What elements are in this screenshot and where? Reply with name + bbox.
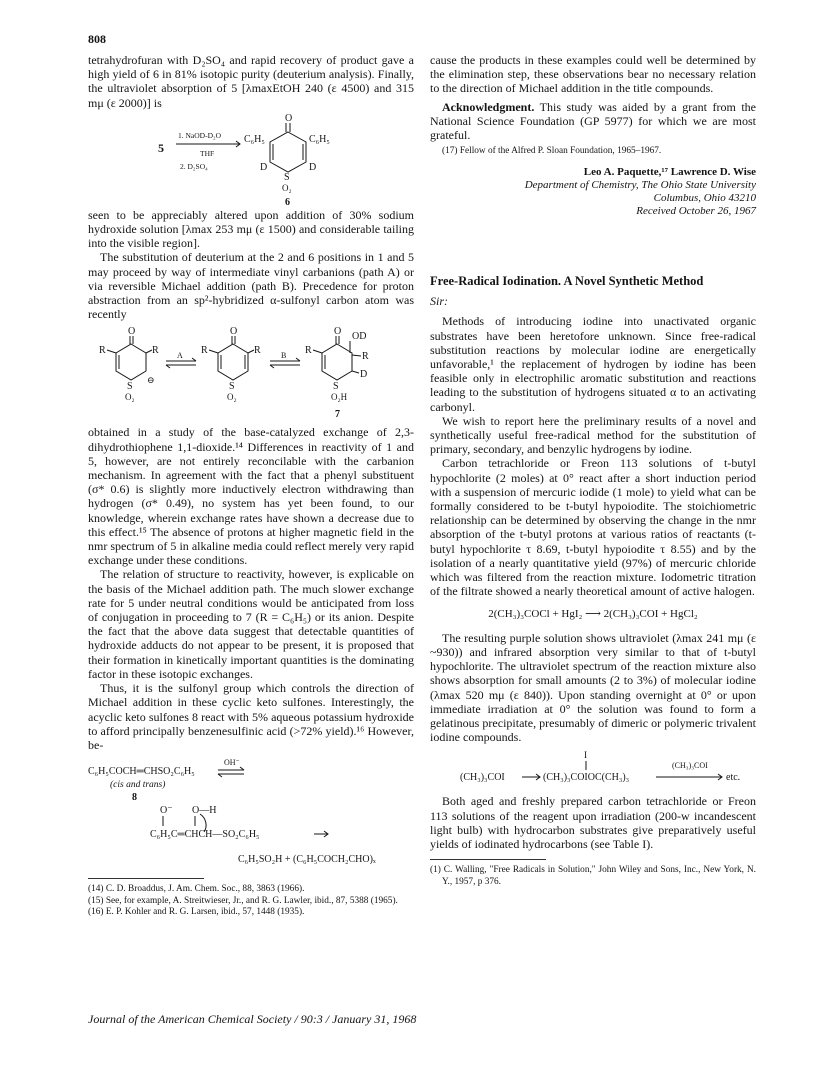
sulfur: S xyxy=(284,171,290,183)
affiliation: Department of Chemistry, The Ohio State University xyxy=(524,178,756,191)
article-title: Free-Radical Iodination. A Novel Synthetic Method xyxy=(430,273,704,288)
svg-text:R: R xyxy=(152,345,159,357)
paragraph: tetrahydrofuran with D₂SO₄ and rapid recovery of product gave a high yield of 6 in 81% isotopic purity (deuterium analysis). Finally, the ultraviolet absorption of 5 [λmaxEtOH 240 (ε 4500) and 315 mμ (ε 2000)] is xyxy=(88,53,414,110)
footnote-16: (16) E. P. Kohler and R. G. Larsen, ibid., 57, 1448 (1935). xyxy=(88,907,305,918)
paragraph: Both aged and freshly prepared carbon tetrachloride or Freon 113 solutions of the reagent upon irradiation (200-w incandescent light bulb) with hydrocarbon substrates give preparatively useful yields of iodinated hydrocarbons (see Table I). xyxy=(430,794,756,851)
right-column xyxy=(430,53,756,888)
svg-text:O: O xyxy=(334,326,342,338)
svg-text:O—H: O—H xyxy=(192,805,217,817)
compound-number-8: 8 xyxy=(132,792,137,804)
reactant-5: 5 xyxy=(158,140,164,155)
svg-text:O: O xyxy=(128,326,136,338)
condition-2: THF xyxy=(200,148,215,158)
compound-number-6: 6 xyxy=(285,196,290,208)
keto-sulfone-formula: C₆H₅COCH═CHSO₂C₆H₅ xyxy=(88,766,195,778)
paragraph: Carbon tetrachloride or Freon 113 solutions of t-butyl hypochlorite (2 moles) at 0° react after a short induction period with a suspension of mercuric iodide (1 mole) to yield what can be formally considered to be t-butyl hypoiodite. The stoichiometric relationship can be determined by observing the change in the nmr absorption of the t-butyl protons at various ratios of reactants (t-butyl hypochlorite τ 8.69, t-butyl hypoiodite τ 8.55) and by the isolation of a nearly quantitative yield (97%) of mercuric chloride which was filtered from the reaction mixture. Iodometric titration of the filtrate showed a nearly theoretical amount of active halogen. xyxy=(430,456,756,599)
ring xyxy=(270,132,306,172)
paragraph: The substitution of deuterium at the 2 and 6 positions in 1 and 5 may proceed by way of intermediate vinyl carbanions (path A) or via reversible Michael addition (path B). Precedence for proton abstraction from an sp²-hybridized α-sulfonyl carbon atom was recently xyxy=(88,250,414,322)
deuterium-left: D xyxy=(260,161,268,173)
affiliation-city: Columbus, Ohio 43210 xyxy=(653,191,756,204)
svg-text:R: R xyxy=(305,345,312,357)
sulfone-o2: O₂ xyxy=(282,182,292,193)
svg-text:etc.: etc. xyxy=(726,772,741,784)
intermediate: C₆H₅C═CHCH—SO₂C₆H₅ xyxy=(150,829,260,841)
paragraph: The relation of structure to reactivity, however, is explicable on the basis of the Michael addition path. The much slower exchange rate for 5 under neutral conditions would be anticipated from loss of conjugation in proceeding to 7 (R = C₆H₅) or its anion. Despite the fact that the above data suggest that detectable quantities of hydroxide adducts do not appear to be present, it is proposed that their formation in kinetically important quantities is the dominating factor in these isotopic exchanges. xyxy=(88,567,414,681)
svg-text:OD: OD xyxy=(352,331,367,343)
svg-text:O₂: O₂ xyxy=(125,392,135,403)
o-top: O xyxy=(285,112,293,124)
equation-2-scheme xyxy=(430,748,756,788)
scheme-6 xyxy=(88,112,414,208)
paragraph: The resulting purple solution shows ultraviolet (λmax 241 mμ (ε ~930)) and infrared absorption very similar to that of t-butyl hypochlorite. The ultraviolet spectrum of the reaction mixture also shows absorption for small amounts (2 to 3%) of molecular iodine (λmax 520 mμ (ε 840)). Upon standing overnight at 0° or upon immediate irradiation at 0° the solution was found to form a gelatinous precipitate, presumably of dimeric or polymeric trivalent iodine compounds. xyxy=(430,630,756,745)
footnote-15: (15) See, for example, A. Streitwieser, Jr., and R. G. Lawler, ibid., 87, 5388 (1965). xyxy=(88,895,398,906)
svg-text:(CH₃)₃COIOC(CH₃)₃: (CH₃)₃COIOC(CH₃)₃ xyxy=(543,772,630,784)
svg-text:O: O xyxy=(230,326,238,338)
paragraph: obtained in a study of the base-catalyzed exchange of 2,3-dihydrothiophene 1,1-dioxide.¹⁴ Differences in reactivity of 1 and 5, however, are not entirely reconcilable with the carbanion mechanism. In agreement with the fact that a phenyl substituent (σ* 0.6) is slightly more inductively electron withdrawing than hydrogen (σ* 0.49), no system has yet been found, to our knowledge, wherein exchange rates have shown a decrease due to this effect.¹⁵ The absence of protons at higher magnetic field in the nmr spectrum of 5 in alkaline media could reflect merely very rapid exchange under these conditions. xyxy=(88,425,414,568)
compound-number-7: 7 xyxy=(335,409,340,421)
paragraph: cause the products in these examples could well be determined by the elimination step, these observations bear no necessary relation to the direction of Michael addition in the title compounds. xyxy=(430,53,756,96)
svg-text:B: B xyxy=(281,351,287,361)
footnote-14: (14) C. D. Broaddus, J. Am. Chem. Soc., 88, 3863 (1966). xyxy=(88,884,305,895)
scheme-6-structure xyxy=(88,112,414,208)
svg-text:S: S xyxy=(127,381,133,393)
hydroxide-reagent: OH⁻ xyxy=(224,758,240,768)
svg-text:⊖: ⊖ xyxy=(147,375,155,386)
paragraph: We wish to report here the preliminary results of a novel and synthetically useful free-radical method for the substitution of primary, secondary, and benzylic hydrogens by iodine. xyxy=(430,413,756,457)
substituent-left: C₆H₅ xyxy=(244,133,265,145)
ack-body: This study was aided by a grant from the National Science Foundation (GP 5977) for which we are most grateful. xyxy=(430,99,756,143)
footnote-17: (17) Fellow of the Alfred P. Sloan Foundation, 1965–1967. xyxy=(442,146,662,157)
journal-footer: Journal of the American Chemical Society / 90:3 / January 31, 1968 xyxy=(88,1012,417,1026)
salutation: Sir: xyxy=(430,294,448,309)
svg-text:S: S xyxy=(229,381,235,393)
scheme-7-structure xyxy=(88,325,414,425)
scheme-8-structure xyxy=(88,756,414,868)
page-number: 808 xyxy=(88,32,106,46)
condition-1: 1. NaOD-D₂O xyxy=(178,130,222,140)
scheme-8 xyxy=(88,756,414,868)
ack-heading: Acknowledgment. xyxy=(442,99,535,114)
footnote-1: (1) C. Walling, "Free Radicals in Solution," John Wiley and Sons, Inc., New York, N. Y., 1957, p 376. xyxy=(430,865,756,887)
svg-text:I: I xyxy=(584,751,588,762)
svg-text:D: D xyxy=(360,369,368,381)
svg-text:A: A xyxy=(177,351,183,361)
svg-text:O₂: O₂ xyxy=(227,392,237,403)
footnote-rule xyxy=(430,859,546,860)
isomers: (cis and trans) xyxy=(110,780,166,791)
received-date: Received October 26, 1967 xyxy=(636,204,756,217)
scheme-7 xyxy=(88,325,414,425)
svg-text:R: R xyxy=(254,345,261,357)
products: C₆H₅SO₂H + (C₆H₅COCH₂CHO)ₓ xyxy=(238,854,376,866)
svg-text:(CH₃)₃COI: (CH₃)₃COI xyxy=(672,761,708,771)
acknowledgment xyxy=(430,100,756,143)
svg-text:R: R xyxy=(99,345,106,357)
authors: Leo A. Paquette,¹⁷ Lawrence D. Wise xyxy=(583,165,756,178)
substituent-right: C₆H₅ xyxy=(309,133,330,145)
svg-text:(CH₃)₃COI: (CH₃)₃COI xyxy=(460,772,505,784)
paragraph: Methods of introducing iodine into unactivated organic substrates have been heretofore unknown. Since free-radical substitution reactions by molecular iodine are energetically unfavorable,¹ the replacement of hydrogen by iodine has been feasible only in electrophilic aromatic substitution and reactions leading to the substitution of hydrogens situated α to an activating carbonyl. xyxy=(430,314,756,414)
svg-text:O₂H: O₂H xyxy=(331,392,348,403)
footnote-rule xyxy=(88,878,204,879)
condition-3: 2. D₂SO₄ xyxy=(180,161,208,171)
svg-text:S: S xyxy=(333,381,339,393)
left-column xyxy=(88,53,414,919)
paragraph: seen to be appreciably altered upon addition of 30% sodium hydroxide solution [λmax 253 mμ (ε 1500) and considerable tailing into the visible region]. xyxy=(88,207,414,251)
deuterium-right: D xyxy=(309,161,317,173)
svg-text:R: R xyxy=(201,345,208,357)
svg-text:O⁻: O⁻ xyxy=(160,805,173,817)
equation-2 xyxy=(430,748,756,788)
paragraph: Thus, it is the sulfonyl group which controls the direction of Michael addition in these cyclic keto sulfones. Interestingly, the acyclic keto sulfones 8 react with 5% aqueous potassium hydroxide to afford principally benzenesulfinic acid (>72% yield).¹⁶ However, be- xyxy=(88,681,414,752)
equation-1: 2(CH₃)₃COCl + HgI₂ ⟶ 2(CH₃)₃COI + HgCl₂ xyxy=(488,608,698,621)
svg-text:R: R xyxy=(362,351,369,363)
